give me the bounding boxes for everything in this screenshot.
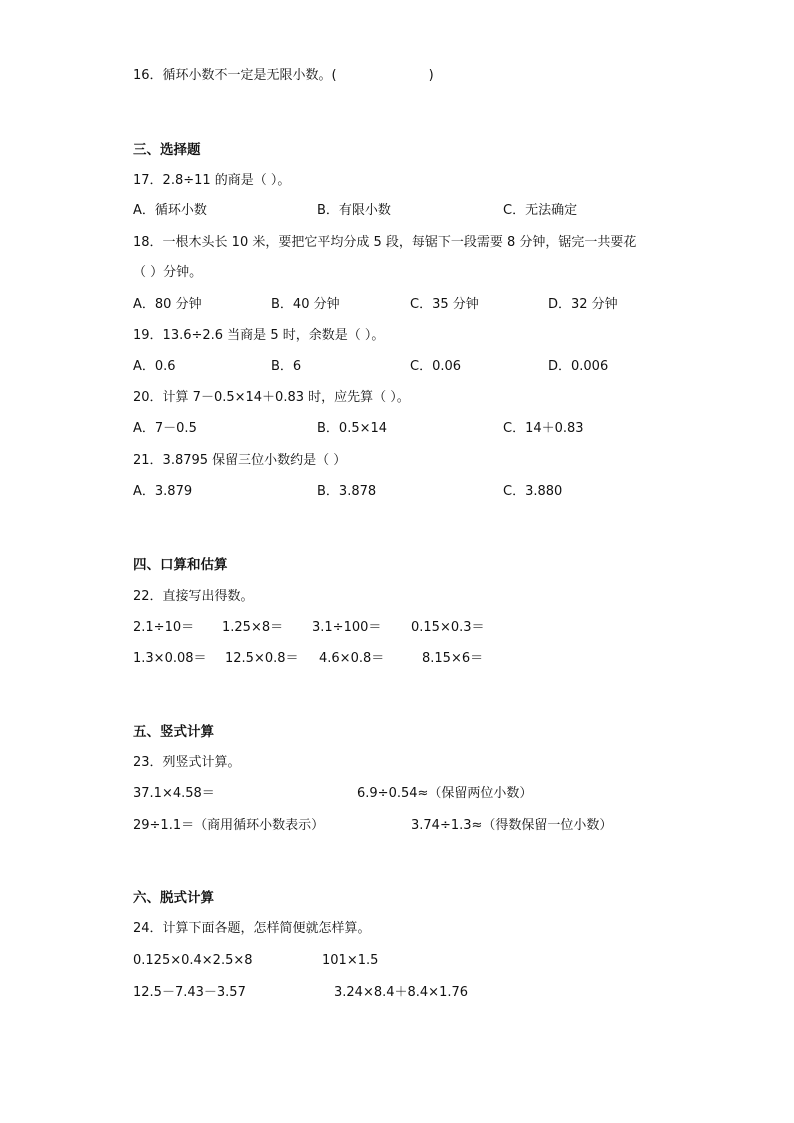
section-heading-choice: 三、选择题 — [133, 142, 201, 158]
question-19-option-d[interactable]: D．0.006 — [548, 359, 609, 374]
question-18-option-b[interactable]: B．40 分钟 — [271, 297, 340, 312]
question-22-item: 1.25×8＝ — [222, 620, 284, 635]
question-23-item: 37.1×4.58＝ — [133, 786, 215, 801]
question-19-option-b[interactable]: B．6 — [271, 359, 302, 374]
question-18-option-a[interactable]: A．80 分钟 — [133, 297, 202, 312]
question-24-item: 101×1.5 — [322, 953, 379, 968]
question-23-stem: 23．列竖式计算。 — [133, 755, 241, 770]
question-23-item: 3.74÷1.3≈（得数保留一位小数） — [411, 818, 613, 833]
question-19-option-a[interactable]: A．0.6 — [133, 359, 176, 374]
question-22-stem: 22．直接写出得数。 — [133, 589, 254, 604]
question-17-stem: 17．2.8÷11 的商是（ ）。 — [133, 173, 291, 188]
section-heading-mental-math: 四、口算和估算 — [133, 557, 228, 573]
section-heading-vertical-calc: 五、竖式计算 — [133, 724, 214, 740]
question-17-option-c[interactable]: C．无法确定 — [503, 203, 578, 218]
question-19-option-c[interactable]: C．0.06 — [410, 359, 462, 374]
section-heading-stepwise-calc: 六、脱式计算 — [133, 890, 214, 906]
question-21-option-b[interactable]: B．3.878 — [317, 484, 377, 499]
question-17-option-b[interactable]: B．有限小数 — [317, 203, 391, 218]
question-22-item: 1.3×0.08＝ — [133, 651, 207, 666]
question-18-stem-line1: 18．一根木头长 10 米，要把它平均分成 5 段，每锯下一段需要 8 分钟，锯完一共要花 — [133, 235, 637, 250]
question-21-stem: 21．3.8795 保留三位小数约是（ ） — [133, 453, 347, 468]
question-22-item: 3.1÷100＝ — [312, 620, 382, 635]
question-22-item: 8.15×6＝ — [422, 651, 484, 666]
question-21-option-c[interactable]: C．3.880 — [503, 484, 563, 499]
question-20-stem: 20．计算 7－0.5×14＋0.83 时，应先算（ ）。 — [133, 390, 410, 405]
question-20-option-b[interactable]: B．0.5×14 — [317, 421, 388, 436]
question-24-item: 12.5－7.43－3.57 — [133, 985, 246, 1000]
question-22-item: 2.1÷10＝ — [133, 620, 195, 635]
question-22-item: 4.6×0.8＝ — [319, 651, 385, 666]
question-22-item: 0.15×0.3＝ — [411, 620, 485, 635]
question-24-item: 3.24×8.4＋8.4×1.76 — [334, 985, 469, 1000]
question-18-option-c[interactable]: C．35 分钟 — [410, 297, 479, 312]
question-20-option-c[interactable]: C．14＋0.83 — [503, 421, 584, 436]
question-20-option-a[interactable]: A．7－0.5 — [133, 421, 197, 436]
question-16-text: 16．循环小数不一定是无限小数。( — [133, 68, 337, 83]
question-23-item: 29÷1.1＝（商用循环小数表示） — [133, 818, 325, 833]
question-16 — [133, 68, 434, 84]
question-17-option-a[interactable]: A．循环小数 — [133, 203, 207, 218]
close-paren: ) — [428, 68, 434, 83]
question-24-stem: 24．计算下面各题，怎样简便就怎样算。 — [133, 921, 371, 936]
question-18-stem-line2: （ ）分钟。 — [133, 265, 203, 280]
question-23-item: 6.9÷0.54≈（保留两位小数） — [357, 786, 533, 801]
question-18-option-d[interactable]: D．32 分钟 — [548, 297, 618, 312]
question-22-item: 12.5×0.8＝ — [225, 651, 299, 666]
question-19-stem: 19．13.6÷2.6 当商是 5 时，余数是（ ）。 — [133, 328, 385, 343]
question-24-item: 0.125×0.4×2.5×8 — [133, 953, 253, 968]
question-21-option-a[interactable]: A．3.879 — [133, 484, 193, 499]
